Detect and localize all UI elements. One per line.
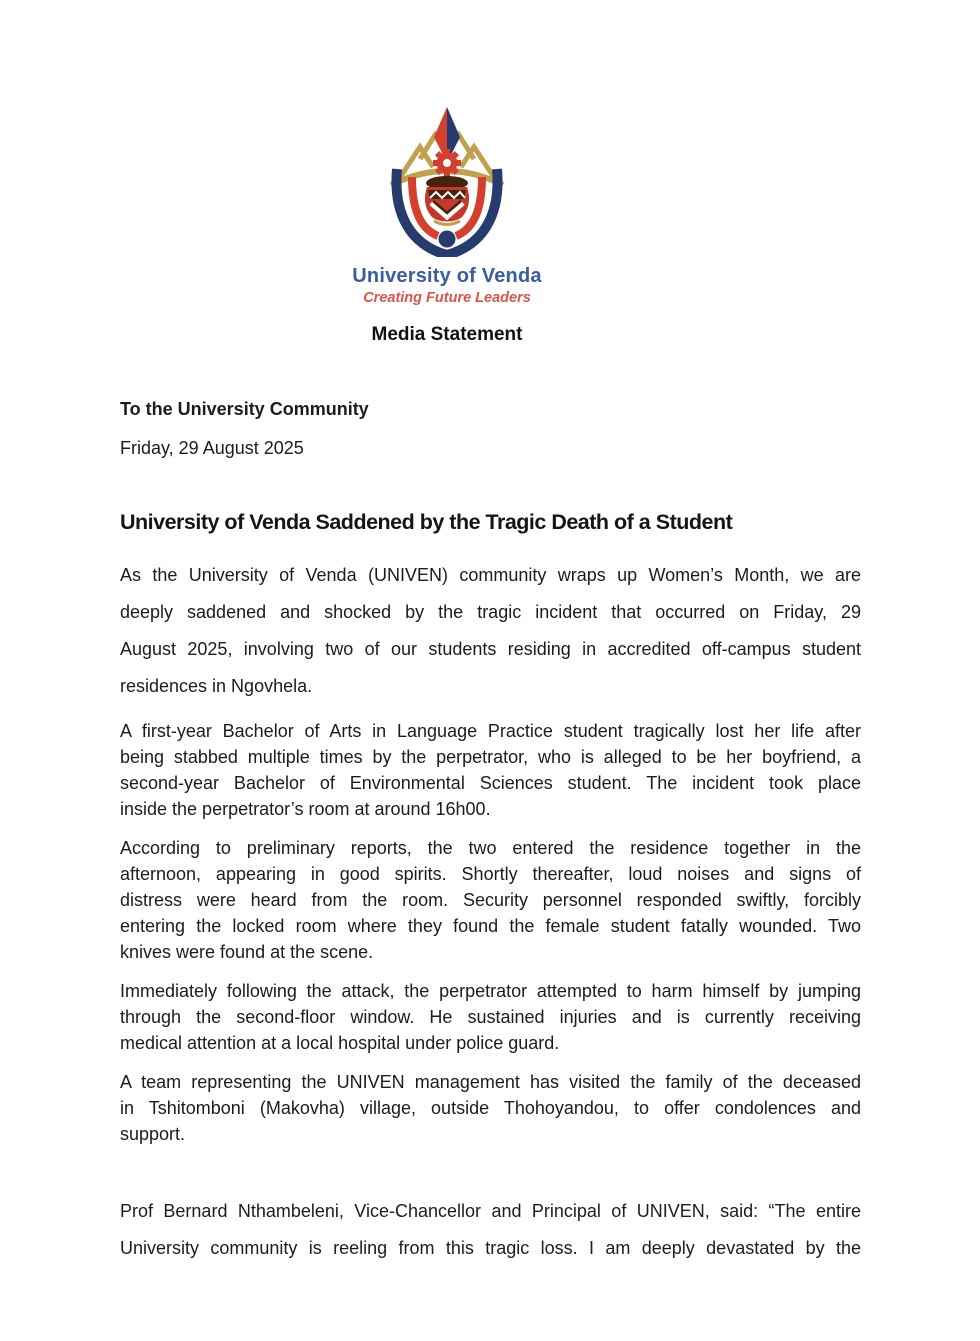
addressee-line: To the University Community	[120, 399, 369, 419]
statement-paragraphs	[120, 557, 861, 1267]
text-line: through the second-floor window. He sustained injuries and is currently receiving	[120, 1007, 861, 1027]
document-type-heading: Media Statement	[371, 324, 523, 345]
text-line: medical attention at a local hospital under police guard.	[120, 1033, 560, 1053]
statement-paragraph	[120, 978, 861, 1056]
text-line: Immediately following the attack, the perpetrator attempted to harm himself by jumping	[120, 981, 861, 1001]
text-line: August 2025, involving two of our students residing in accredited off-campus student	[120, 639, 861, 659]
statement-paragraph	[120, 557, 861, 705]
statement-paragraph	[120, 718, 861, 822]
date-line: Friday, 29 August 2025	[120, 438, 304, 458]
statement-title: University of Venda Saddened by the Tragic Death of a Student	[120, 510, 733, 534]
text-line: A first-year Bachelor of Arts in Language Practice student tragically lost her life after	[120, 721, 861, 741]
text-line: being stabbed multiple times by the perpetrator, who is alleged to be her boyfriend, a	[120, 747, 861, 767]
statement-paragraph	[120, 1193, 861, 1267]
university-of-venda-crest-icon	[382, 107, 512, 257]
text-line: distress were heard from the room. Security personnel responded swiftly, forcibly	[120, 890, 861, 910]
university-wordmark: University of Venda	[352, 265, 542, 287]
letterhead	[120, 0, 774, 346]
text-line: inside the perpetrator’s room at around 16h00.	[120, 799, 491, 819]
text-line: second-year Bachelor of Environmental Sciences student. The incident took place	[120, 773, 861, 793]
text-line: entering the locked room where they found the female student fatally wounded. Two	[120, 916, 861, 936]
text-line: support.	[120, 1124, 186, 1144]
text-line: knives were found at the scene.	[120, 942, 374, 962]
text-line: Prof Bernard Nthambeleni, Vice-Chancellor and Principal of UNIVEN, said: “The entire	[120, 1201, 861, 1221]
statement-paragraph	[120, 835, 861, 965]
text-line: As the University of Venda (UNIVEN) community wraps up Women’s Month, we are	[120, 565, 861, 585]
statement-body	[120, 397, 861, 1267]
university-tagline: Creating Future Leaders	[363, 290, 531, 306]
statement-paragraph	[120, 1069, 861, 1147]
text-line: According to preliminary reports, the two entered the residence together in the	[120, 838, 861, 858]
text-line: in Tshitomboni (Makovha) village, outside Thohoyandou, to offer condolences and	[120, 1098, 861, 1118]
text-line: afternoon, appearing in good spirits. Shortly thereafter, loud noises and signs of	[120, 864, 861, 884]
gear-icon	[433, 149, 461, 177]
calabash-pot	[425, 176, 469, 225]
figure-head	[439, 231, 456, 248]
text-line: University community is reeling from this tragic loss. I am deeply devastated by the	[120, 1238, 861, 1258]
text-line: deeply saddened and shocked by the tragic incident that occurred on Friday, 29	[120, 602, 861, 622]
text-line: residences in Ngovhela.	[120, 676, 313, 696]
text-line: A team representing the UNIVEN management has visited the family of the deceased	[120, 1072, 861, 1092]
